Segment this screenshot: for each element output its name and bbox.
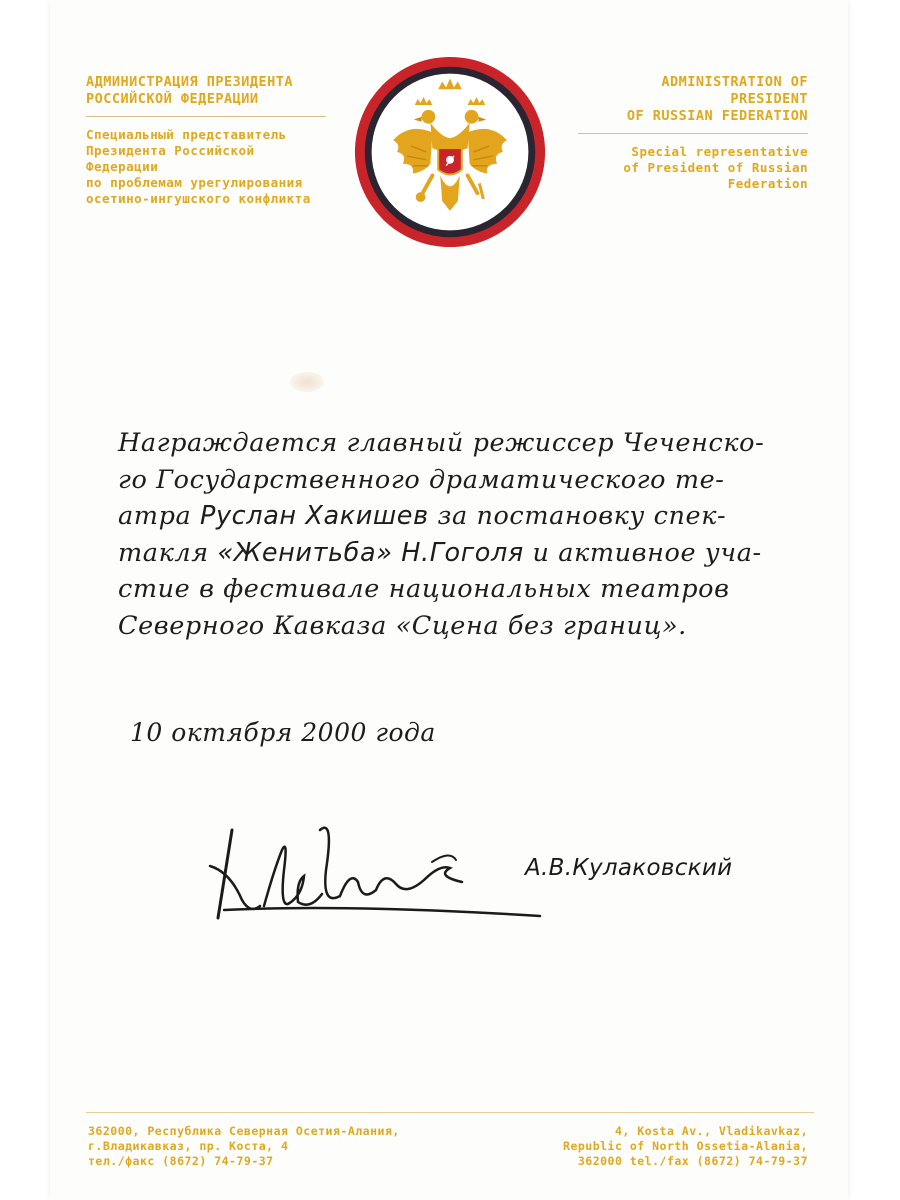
paper-stain <box>290 372 324 392</box>
signatory-name: А.В.Кулаковский <box>525 855 733 881</box>
award-text-segment: атра <box>118 501 201 531</box>
header-left-role-line: по проблемам урегулирования <box>86 175 303 190</box>
award-text <box>118 425 818 644</box>
footer-left-line: г.Владикавказ, пр. Коста, 4 <box>88 1139 289 1153</box>
awardee-name: Руслан Хакишев <box>200 501 429 531</box>
award-text-line: го Государственного драматического те- <box>118 464 725 495</box>
footer-right-line: Republic of North Ossetia-Alania, <box>563 1139 808 1153</box>
award-text-line: Награждается главный режиссер Чеченско- <box>118 428 765 458</box>
award-text-segment: за постановку спек- <box>428 501 727 531</box>
footer-left-line: тел./факс (8672) 74-79-37 <box>88 1154 274 1168</box>
header-right-org-line: ADMINISTRATION OF PRESIDENT <box>661 74 808 107</box>
header-left-org-line: РОССИЙСКОЙ ФЕДЕРАЦИИ <box>86 91 259 107</box>
award-text-line <box>118 535 818 572</box>
award-text-line: стие в фестивале национальных театров <box>118 574 730 604</box>
header-left-role-line: Специальный представитель <box>86 127 287 142</box>
header-left-org-line: АДМИНИСТРАЦИЯ ПРЕЗИДЕНТА <box>86 74 294 90</box>
footer-left-line: 362000, Республика Северная Осетия-Алания, <box>88 1124 400 1138</box>
footer-left-address <box>88 1124 408 1169</box>
footer-divider <box>86 1112 814 1113</box>
header-divider <box>578 133 808 134</box>
award-text-line <box>118 498 818 535</box>
header-divider <box>86 116 326 117</box>
award-text-segment: такля <box>118 537 218 568</box>
footer-right-line: 4, Kosta Av., Vladikavkaz, <box>614 1124 808 1138</box>
header-left-role-line: осетино-ингушского конфликта <box>86 191 311 206</box>
footer-right-address <box>548 1124 808 1169</box>
header-right-role-line: Special representative <box>631 144 808 159</box>
header-right <box>578 74 808 192</box>
play-title: «Женитьба» Н.Гоголя <box>217 537 524 568</box>
header-left <box>86 74 326 207</box>
award-date: 10 октября 2000 года <box>130 718 436 747</box>
header-right-role-line: of President of Russian Federation <box>623 160 808 191</box>
russian-coat-of-arms-emblem <box>352 54 548 250</box>
handwritten-signature <box>200 810 560 930</box>
header-right-org-line: OF RUSSIAN FEDERATION <box>626 108 808 124</box>
footer-right-line: 362000 tel./fax (8672) 74-79-37 <box>577 1154 808 1168</box>
award-text-line: Северного Кавказа «Сцена без границ». <box>118 610 687 641</box>
header-left-role-line: Президента Российской Федерации <box>86 143 255 174</box>
award-text-segment: и активное уча- <box>523 537 762 568</box>
